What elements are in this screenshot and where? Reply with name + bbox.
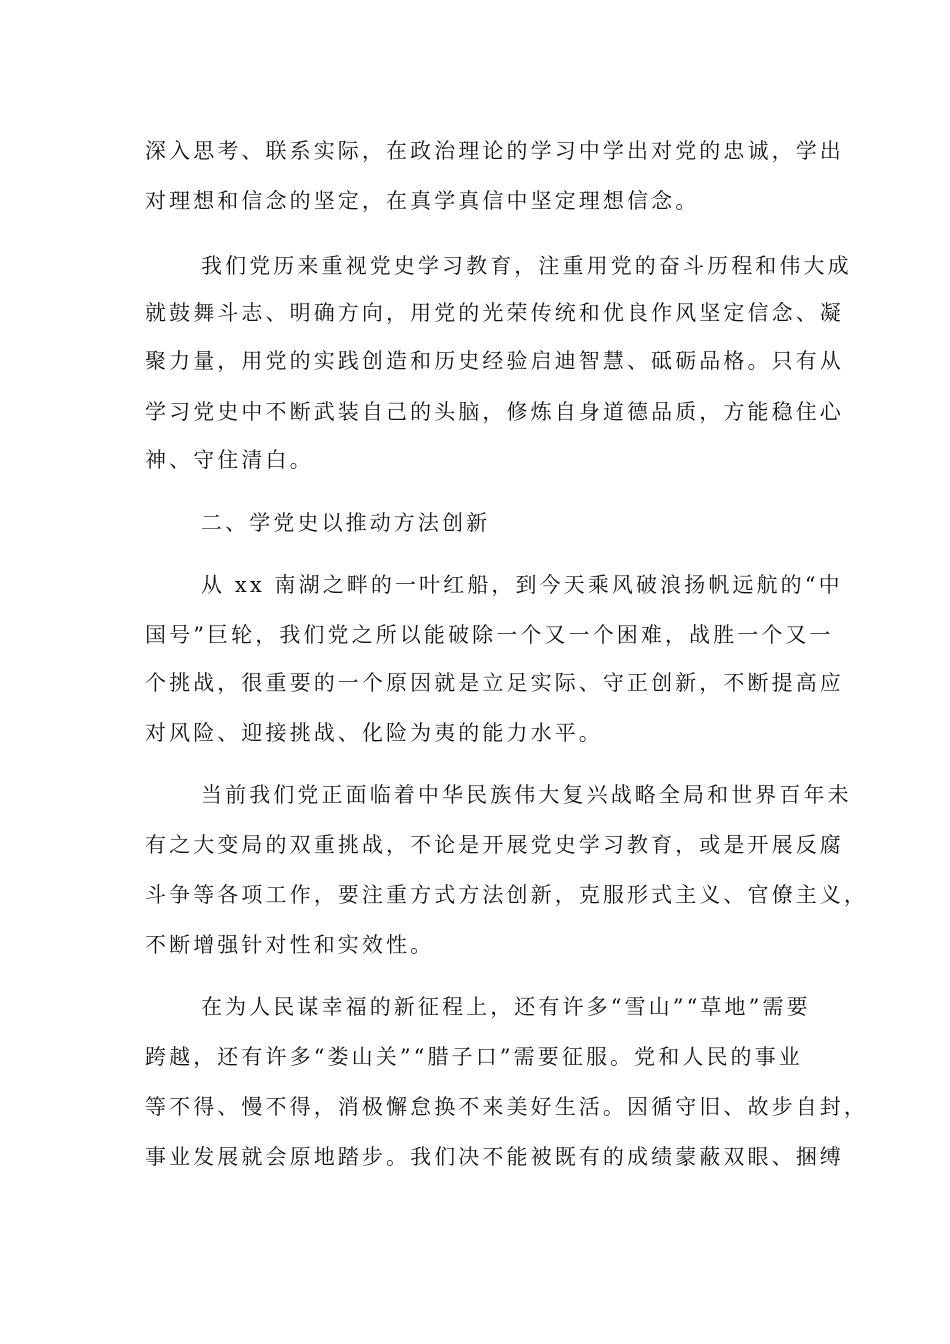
text-line: 事业发展就会原地踏步。我们决不能被既有的成绩蒙蔽双眼、捆缚 (145, 1145, 844, 1169)
text-line: 当前我们党正面临着中华民族伟大复兴战略全局和世界百年未 (201, 783, 852, 807)
text-line: 斗争等各项工作，要注重方式方法创新，克服形式主义、官僚主义， (145, 883, 868, 907)
text-line: 对风险、迎接挑战、化险为夷的能力水平。 (145, 721, 603, 745)
text-line: 跨越，还有许多“娄山关”“腊子口”需要征服。党和人民的事业 (145, 1045, 803, 1069)
text-line: 我们党历来重视党史学习教育，注重用党的奋斗历程和伟大成 (201, 254, 852, 278)
text-line: 神、守住清白。 (145, 448, 314, 472)
text-line: 从 xx 南湖之畔的一叶红船，到今天乘风破浪扬帆远航的“中 (201, 573, 843, 597)
text-line: 在为人民谋幸福的新征程上，还有许多“雪山”“草地”需要 (201, 995, 811, 1019)
text-line: 聚力量，用党的实践创造和历史经验启迪智慧、砥砺品格。只有从 (145, 349, 844, 373)
text-line: 等不得、慢不得，消极懈怠换不来美好生活。因循守旧、故步自封， (145, 1095, 868, 1119)
text-line: 学习党史中不断武装自己的头脑，修炼自身道德品质，方能稳住心 (145, 400, 844, 424)
text-line: 不断增强针对性和实效性。 (145, 933, 435, 957)
text-line: 对理想和信念的坚定，在真学真信中坚定理想信念。 (145, 189, 700, 213)
text-line: 深入思考、联系实际，在政治理论的学习中学出对党的忠诚，学出 (145, 139, 844, 163)
text-line: 有之大变局的双重挑战，不论是开展党史学习教育，或是开展反腐 (145, 833, 844, 857)
text-line: 国号”巨轮，我们党之所以能破除一个又一个困难，战胜一个又一 (145, 623, 834, 647)
text-line: 个挑战，很重要的一个原因就是立足实际、守正创新，不断提高应 (145, 671, 844, 695)
text-line: 就鼓舞斗志、明确方向，用党的光荣传统和优良作风坚定信念、凝 (145, 301, 844, 325)
section-heading: 二、学党史以推动方法创新 (201, 511, 491, 535)
